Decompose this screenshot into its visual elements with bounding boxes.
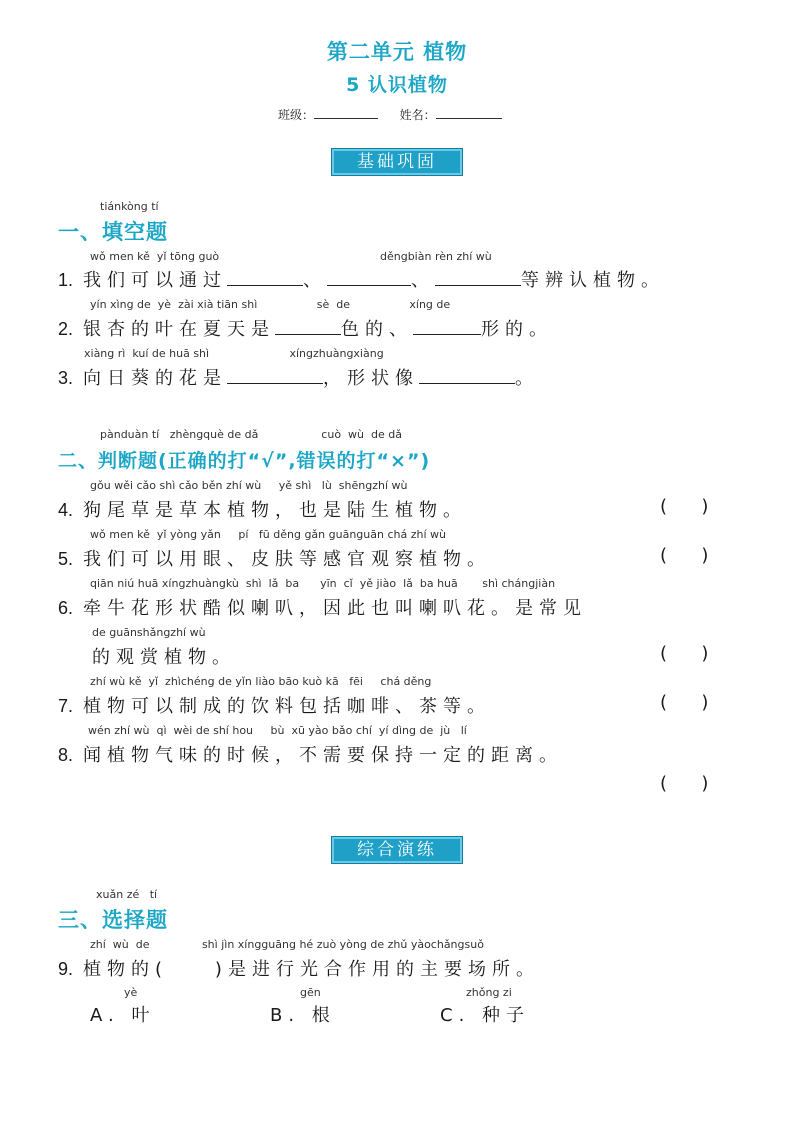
q3-line xyxy=(58,364,539,390)
student-info xyxy=(278,106,502,123)
basic-banner: 基础巩固 xyxy=(331,148,463,176)
q7-text: 植物可以制成的饮料包括咖啡、茶等。 xyxy=(83,696,492,717)
q1-text-after: 等辨认植物。 xyxy=(521,270,666,291)
q6-text-continued: 的观赏植物。 xyxy=(92,647,236,668)
q9-option-c[interactable]: C. 种子 xyxy=(440,1005,531,1026)
q9-option-b[interactable]: B. 根 xyxy=(270,1005,336,1026)
q2-text-mid: 色的、 xyxy=(341,319,414,340)
q4-answer-paren[interactable]: ( ) xyxy=(660,496,709,517)
q9-text-after: 是进行光合作用的主要场所。 xyxy=(227,959,540,980)
q7-number: 7. xyxy=(58,696,74,716)
q1-blank-2[interactable] xyxy=(327,269,411,286)
q7-line xyxy=(58,692,491,718)
section2-title: 二、判断题(正确的打“√”,错误的打“×”) xyxy=(58,450,431,472)
class-label: 班级： xyxy=(278,108,315,122)
q1-number: 1. xyxy=(58,270,74,290)
name-field[interactable] xyxy=(436,106,502,119)
q1-pinyin: wǒ men kě yǐ tōng guò děngbiàn rèn zhí wù xyxy=(90,250,492,263)
q2-line xyxy=(58,315,553,341)
q4-number: 4. xyxy=(58,500,74,520)
q5-number: 5. xyxy=(58,549,74,569)
q3-text-after: 。 xyxy=(515,368,540,389)
q3-blank-1[interactable] xyxy=(227,367,323,384)
q3-text-before: 向日葵的花是 xyxy=(83,368,228,389)
q8-number: 8. xyxy=(58,745,74,765)
section3-title: 三、选择题 xyxy=(58,908,168,932)
q1-separator-1: 、 xyxy=(303,270,328,291)
q8-text: 闻植物气味的时候，不需要保持一定的距离。 xyxy=(83,745,564,766)
q3-pinyin: xiàng rì kuí de huā shì xíngzhuàngxiàng xyxy=(84,347,384,360)
q9-line xyxy=(58,955,540,981)
q8-answer-paren[interactable]: ( ) xyxy=(660,773,709,794)
q6-text: 牵牛花形状酷似喇叭，因此也叫喇叭花。是常见 xyxy=(83,598,588,619)
q7-pinyin: zhí wù kě yǐ zhìchéng de yǐn liào bāo kuò kā fēi chá děng xyxy=(90,675,432,688)
q9-pinyin: zhí wù de shì jìn xíngguāng hé zuò yòng de zhǔ yàochǎngsuǒ xyxy=(90,938,484,951)
q5-pinyin: wǒ men kě yǐ yòng yǎn pí fū děng gǎn guānguān chá zhí wù xyxy=(90,528,446,541)
section2-pinyin: pànduàn tí zhèngquè de dǎ cuò wù de dǎ xyxy=(100,428,402,441)
unit-title: 第二单元 植物 xyxy=(326,40,468,64)
q4-line xyxy=(58,496,467,522)
q4-pinyin: gǒu wěi cǎo shì cǎo běn zhí wù yě shì lù shēngzhí wù xyxy=(90,479,408,492)
q7-answer-paren[interactable]: ( ) xyxy=(660,692,709,713)
q6-answer-paren[interactable]: ( ) xyxy=(660,643,709,664)
q6-pinyin: qiān niú huā xíngzhuàngkù shì lǎ ba yīn cǐ yě jiào lǎ ba huā shì chángjiàn xyxy=(90,577,556,590)
q1-line xyxy=(58,266,665,292)
comprehensive-banner: 综合演练 xyxy=(331,836,463,864)
q1-text-before: 我们可以通过 xyxy=(83,270,228,291)
q2-blank-1[interactable] xyxy=(275,318,341,335)
q9-option-a-pinyin: yè xyxy=(124,986,138,999)
q2-text-before: 银杏的叶在夏天是 xyxy=(83,319,276,340)
q6-number: 6. xyxy=(58,598,74,618)
name-label: 姓名： xyxy=(399,108,436,122)
q4-text: 狗尾草是草本植物，也是陆生植物。 xyxy=(83,500,468,521)
q9-option-b-pinyin: gēn xyxy=(300,986,321,999)
q2-blank-2[interactable] xyxy=(413,318,481,335)
q2-pinyin: yín xìng de yè zài xià tiān shì sè de xíng de xyxy=(90,298,451,311)
q1-separator-2: 、 xyxy=(411,270,436,291)
section1-title: 一、填空题 xyxy=(58,220,168,244)
q9-answer-paren[interactable]: ( ) xyxy=(155,959,228,980)
q2-text-after: 形的。 xyxy=(481,319,554,340)
q9-text-before: 植物的 xyxy=(83,959,156,980)
class-field[interactable] xyxy=(314,106,378,119)
q9-number: 9. xyxy=(58,959,74,979)
q8-line xyxy=(58,741,563,767)
q5-text: 我们可以用眼、皮肤等感官观察植物。 xyxy=(83,549,492,570)
q1-blank-1[interactable] xyxy=(227,269,303,286)
q6-pinyin-continued: de guānshǎngzhí wù xyxy=(92,626,206,639)
q3-blank-2[interactable] xyxy=(419,367,515,384)
q9-option-c-pinyin: zhǒng zi xyxy=(466,986,512,999)
q3-text-mid: ，形状像 xyxy=(323,368,420,389)
q5-answer-paren[interactable]: ( ) xyxy=(660,545,709,566)
section3-pinyin: xuǎn zé tí xyxy=(96,888,158,901)
q1-blank-3[interactable] xyxy=(435,269,521,286)
q8-pinyin: wén zhí wù qì wèi de shí hou bù xū yào bǎo chí yí dìng de jù lí xyxy=(88,724,467,737)
lesson-title: 5 认识植物 xyxy=(346,74,448,96)
q9-option-a[interactable]: A. 叶 xyxy=(90,1005,156,1026)
q6-line xyxy=(58,594,587,620)
q2-number: 2. xyxy=(58,319,74,339)
q5-line xyxy=(58,545,491,571)
q3-number: 3. xyxy=(58,368,74,388)
section1-pinyin: tiánkòng tí xyxy=(100,200,159,213)
